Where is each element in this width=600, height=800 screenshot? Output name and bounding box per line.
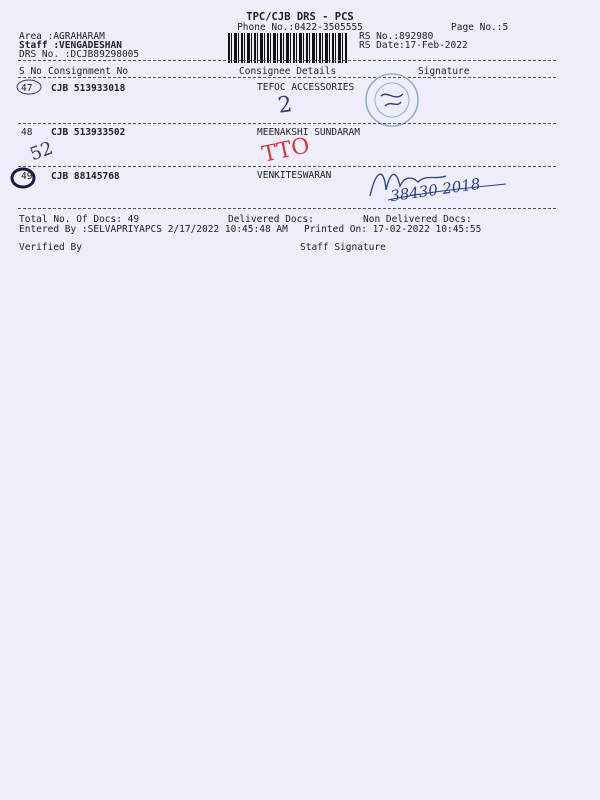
verified-by-label: Verified By <box>19 242 82 253</box>
non-delivered-docs: Non Delivered Docs: <box>363 214 472 225</box>
phone-number: Phone No.:0422-3505555 <box>237 22 363 33</box>
row-49-consignment: CJB 88145768 <box>51 171 120 182</box>
row-47-consignment: CJB 513933018 <box>51 83 126 94</box>
row-48-handwritten-mark: TTO <box>259 133 312 168</box>
drs-number-field: DRS No. :DCJB89298005 <box>19 49 140 60</box>
column-header-signature: Signature <box>418 66 470 77</box>
delivered-docs: Delivered Docs: <box>228 214 314 225</box>
row-49-signature-number: 38430 2018 <box>389 174 482 206</box>
entered-by: Entered By :SELVAPRIYAPCS 2/17/2022 10:45:48 AM <box>19 224 288 235</box>
row-48-sno: 48 <box>21 127 33 138</box>
row-49-divider <box>18 208 556 209</box>
column-header-sno: S No <box>19 66 42 77</box>
row-47-handwritten-mark: 2 <box>276 92 294 119</box>
barcode <box>228 33 348 63</box>
column-header-consignee: Consignee Details <box>239 66 337 77</box>
staff-signature-label: Staff Signature <box>300 242 386 253</box>
area-field: Area :AGRAHARAM <box>19 31 105 42</box>
document-title: TPC/CJB DRS - PCS <box>246 11 354 23</box>
rs-number-field: RS No.:892980 <box>359 31 434 42</box>
row-47-consignee: TEFOC ACCESSORIES <box>257 82 355 93</box>
row-49-sno: 49 <box>21 171 33 182</box>
row-49-circle-mark <box>9 167 39 189</box>
row-47-divider <box>18 123 556 124</box>
column-header-consignment: Consignment No <box>48 66 129 77</box>
page-number: Page No.:5 <box>451 22 509 33</box>
total-docs: Total No. Of Docs: 49 <box>19 214 140 225</box>
row-48-consignee: MEENAKSHI SUNDARAM <box>257 127 360 138</box>
row-48-consignment: CJB 513933502 <box>51 127 126 138</box>
printed-on: Printed On: 17-02-2022 10:45:55 <box>304 224 482 235</box>
header-divider <box>18 60 556 61</box>
row-48-margin-note: 52 <box>27 137 56 166</box>
rs-date-field: RS Date:17-Feb-2022 <box>359 40 468 51</box>
row-47-sno: 47 <box>21 83 33 94</box>
staff-field: Staff :VENGADESHAN <box>19 40 122 51</box>
column-header-divider <box>18 77 556 78</box>
row-47-circle-mark <box>14 77 44 97</box>
row-49-consignee: VENKITESWARAN <box>257 170 332 181</box>
